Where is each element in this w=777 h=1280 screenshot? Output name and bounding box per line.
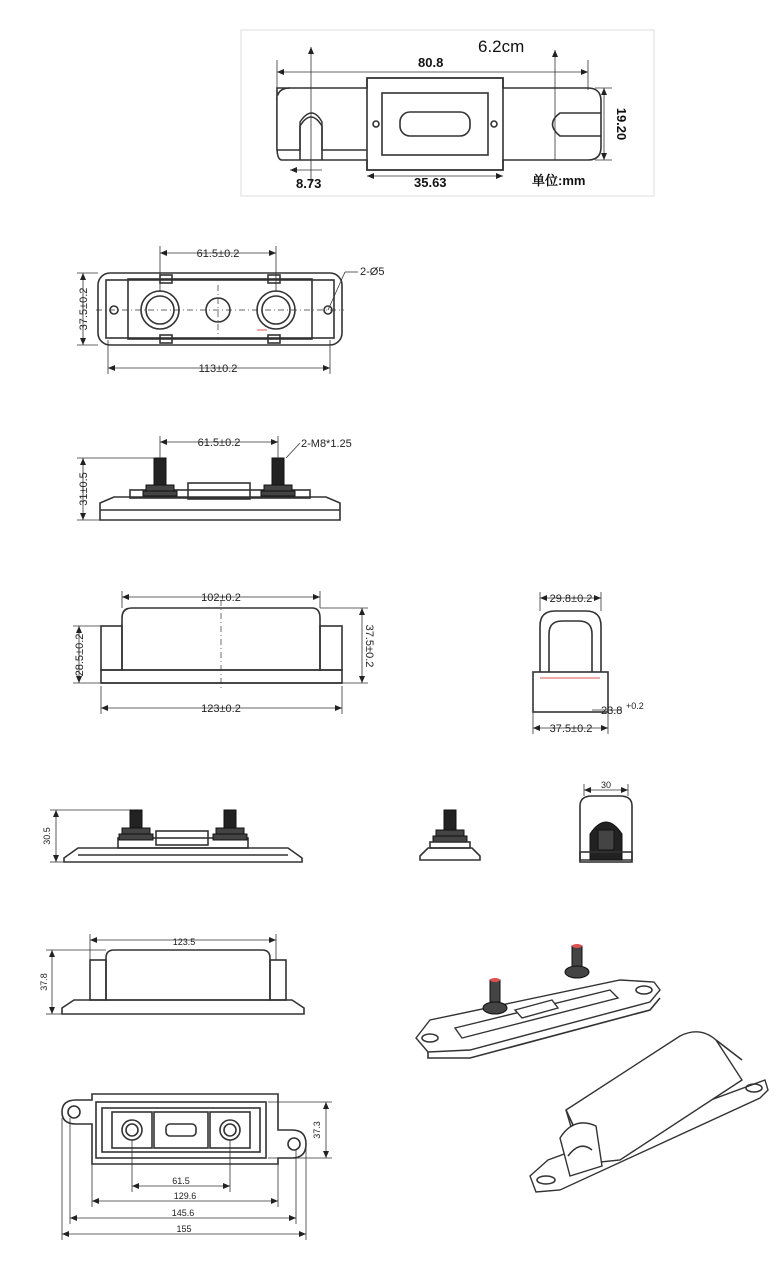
body-width-label: 35.63 [414,175,447,190]
isometric-open-view [416,944,660,1058]
end-base-width-label: 37.5±0.2 [549,723,593,735]
cover-length-label: 102±0.2 [201,592,241,604]
bottom-dim-1-label: 61.5 [172,1176,190,1186]
end-view [533,592,644,735]
end-top-width-label: 29.8±0.2 [549,593,593,605]
bottom-dim-3-label: 145.6 [171,1208,195,1218]
right-height-label: 37.5±0.2 [363,624,375,668]
side-height-label: 31±0.5 [78,472,90,506]
stud-thread-label: 2-M8*1.25 [301,438,352,450]
bottom-dim-4-label: 155 [176,1224,192,1234]
hole-spacing-label: 61.5±0.2 [196,248,240,260]
cover-view [73,591,375,715]
stud-spacing-label: 61.5±0.2 [197,437,241,449]
top-length-label: 113±0.2 [198,363,238,375]
cover2-length-label: 123.5 [172,937,196,947]
end2-width-label: 30 [600,780,612,790]
fuse-drawing [241,30,654,196]
cover2-height-label: 37.8 [39,973,49,991]
bottom-dim-2-label: 129.6 [173,1191,197,1201]
unit-label: 单位:mm [532,173,586,188]
stud-end-view [420,810,480,860]
bottom-view [62,1094,332,1240]
height-label: 19.20 [614,107,629,141]
side-view-2 [42,810,302,862]
isometric-closed-view [530,1032,768,1192]
end-view-2 [580,780,632,862]
end-inner-height-label: 23.8 [601,705,623,717]
bottom-width-label: 37.3 [312,1121,322,1139]
top-width-label: 37.5±0.2 [78,287,90,331]
total-length-label: 80.8 [418,55,444,70]
size-label: 6.2cm [478,37,525,56]
slot-width-label: 8.73 [296,176,322,191]
top-view [77,246,384,375]
end-inner-tolerance-label: +0.2 [626,701,644,711]
side-view [77,436,352,520]
left-height-label: 28.5±0.2 [74,633,86,677]
side2-height-label: 30.5 [42,827,52,845]
base-length-label: 123±0.2 [201,703,241,715]
cover-view-2 [39,934,304,1014]
mount-hole-label: 2-Ø5 [360,266,385,278]
